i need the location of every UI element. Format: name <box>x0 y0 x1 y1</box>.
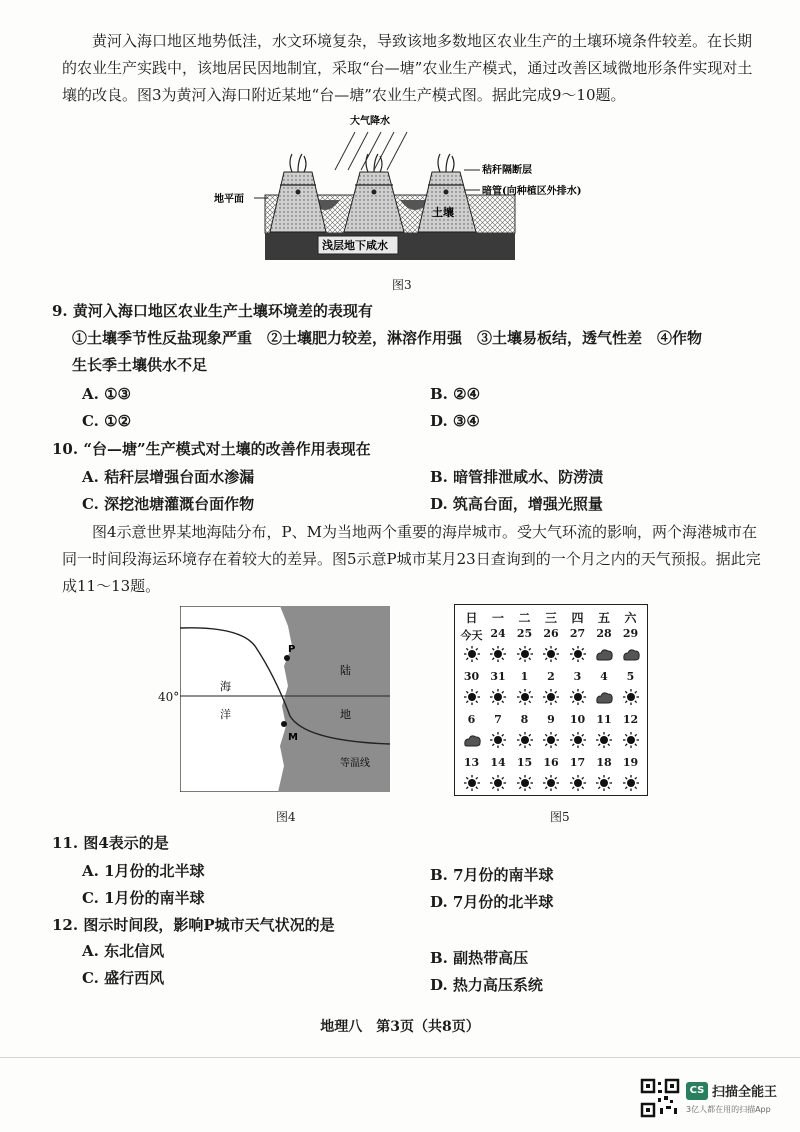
calendar-day: 3 <box>573 670 582 683</box>
q11-stem: 11. 图4表示的是 <box>52 834 169 852</box>
fig3-label-ground: 地平面 <box>214 194 244 205</box>
q12-option-d[interactable]: D. 热力高压系统 <box>430 976 543 994</box>
figure-3-caption: 图3 <box>392 278 412 292</box>
calendar-day: 5 <box>626 670 635 683</box>
fig3-label-groundwater: 浅层地下咸水 <box>322 239 388 252</box>
sun-icon <box>621 688 641 706</box>
q12-stem: 12. 图示时间段，影响P城市天气状况的是 <box>52 916 335 934</box>
calendar-day: 31 <box>490 670 506 683</box>
q9-stem: 9. 黄河入海口地区农业生产土壤环境差的表现有 <box>52 302 373 320</box>
calendar-day: 7 <box>494 713 502 726</box>
qr-code-icon <box>640 1078 680 1118</box>
calendar-day: 10 <box>569 713 586 726</box>
fig4-latitude-label: 40° <box>158 690 180 704</box>
q9-items-line2: 生长季土壤供水不足 <box>72 356 208 374</box>
calendar-day: 4 <box>600 670 608 683</box>
q12-option-c[interactable]: C. 盛行西风 <box>82 969 165 987</box>
sun-icon <box>488 774 508 792</box>
q10-stem: 10. “台—塘”生产模式对土壤的改善作用表现在 <box>52 440 371 458</box>
q9-option-d[interactable]: D. ③④ <box>430 412 480 430</box>
calendar-day: 26 <box>543 627 559 640</box>
fig4-land-label-1: 陆 <box>340 664 351 677</box>
calendar-day: 13 <box>463 756 480 769</box>
fig3-label-straw: 秸秆隔断层 <box>482 165 532 176</box>
q11-option-d[interactable]: D. 7月份的北半球 <box>430 893 554 911</box>
cloud-icon <box>594 645 614 663</box>
calendar-weekday: 一 <box>491 611 504 625</box>
q10-option-b[interactable]: B. 暗管排泄咸水、防涝渍 <box>430 468 604 486</box>
calendar-day: 18 <box>596 756 612 769</box>
calendar-day: 9 <box>547 713 555 726</box>
sun-icon <box>568 731 588 749</box>
scanner-brand: 扫描全能王 <box>712 1085 778 1100</box>
q10-option-a[interactable]: A. 秸秆层增强台面水渗漏 <box>82 468 255 486</box>
calendar-day: 11 <box>596 713 612 726</box>
calendar-day: 24 <box>490 627 506 640</box>
calendar-weekday: 日 <box>465 611 478 625</box>
q12-option-b[interactable]: B. 副热带高压 <box>430 949 529 967</box>
sun-icon <box>541 645 561 663</box>
figure-5-caption: 图5 <box>550 810 570 824</box>
calendar-weekday: 六 <box>624 611 637 625</box>
sun-icon <box>594 731 614 749</box>
fig4-sea-label-2: 洋 <box>220 708 231 721</box>
calendar-day: 2 <box>547 670 555 683</box>
sun-icon <box>488 731 508 749</box>
sun-icon <box>568 688 588 706</box>
calendar-day: 14 <box>490 756 506 769</box>
q11-option-a[interactable]: A. 1月份的北半球 <box>82 862 205 880</box>
sun-icon <box>488 688 508 706</box>
q9-option-b[interactable]: B. ②④ <box>430 385 481 403</box>
sun-icon <box>462 688 482 706</box>
sun-icon <box>515 774 535 792</box>
calendar-day: 27 <box>569 627 586 640</box>
sun-icon <box>568 774 588 792</box>
calendar-day: 今天 <box>460 629 483 642</box>
sun-icon <box>621 731 641 749</box>
fig3-label-pipe: 暗管(向种植区外排水) <box>482 186 582 197</box>
fig4-sea-label-1: 海 <box>220 680 231 693</box>
sun-icon <box>621 774 641 792</box>
sun-icon <box>462 645 482 663</box>
sun-icon <box>594 774 614 792</box>
calendar-weekday: 二 <box>518 611 531 625</box>
calendar-weekday: 四 <box>571 611 584 625</box>
calendar-day: 15 <box>516 756 533 769</box>
sun-icon <box>515 731 535 749</box>
page-footer: 地理八 第3页（共8页） <box>320 1019 480 1035</box>
scanner-watermark <box>640 1078 790 1122</box>
q11-option-b[interactable]: B. 7月份的南半球 <box>430 866 554 884</box>
calendar-day: 8 <box>520 713 529 726</box>
figure-5-calendar <box>454 604 648 796</box>
cloud-icon <box>462 731 482 749</box>
fig4-city-p: P <box>288 644 296 655</box>
cloud-icon <box>594 688 614 706</box>
calendar-day: 28 <box>596 627 612 640</box>
sun-icon <box>462 774 482 792</box>
figure-3-diagram <box>210 110 630 270</box>
q12-option-a[interactable]: A. 东北信风 <box>82 942 165 960</box>
calendar-day: 29 <box>622 627 639 640</box>
calendar-day: 1 <box>520 670 529 683</box>
calendar-day: 6 <box>467 713 476 726</box>
q9-option-c[interactable]: C. ①② <box>82 412 132 430</box>
fig4-city-m: M <box>288 732 298 743</box>
sun-icon <box>515 645 535 663</box>
divider <box>0 1057 800 1058</box>
sun-icon <box>488 645 508 663</box>
calendar-day: 19 <box>622 756 639 769</box>
fig4-isotherm-label: 等温线 <box>340 758 370 769</box>
intro-paragraph-2: 图4示意世界某地海陆分布，P、M为当地两个重要的海岸城市。受大气环流的影响，两个海港城市在同一时间段海运环境存在着较大的差异。图5示意P城市某月23日查询到的一个月之内的天气预报。据此完成11～13题。 <box>62 523 761 595</box>
calendar-day: 30 <box>463 670 480 683</box>
calendar-weekday: 五 <box>597 611 610 625</box>
q9-option-a[interactable]: A. ①③ <box>82 385 131 403</box>
fig4-land-label-2: 地 <box>340 708 351 721</box>
calendar-weekday: 三 <box>544 611 557 625</box>
fig3-label-soil: 土壤 <box>432 206 454 219</box>
sun-icon <box>541 774 561 792</box>
q9-items-line1: ①土壤季节性反盐现象严重 ②土壤肥力较差，淋溶作用强 ③土壤易板结，透气性差 ④作物 <box>72 329 703 347</box>
scanner-tagline: 3亿人都在用的扫描App <box>686 1105 771 1114</box>
calendar-day: 16 <box>543 756 559 769</box>
fig3-label-precip: 大气降水 <box>350 116 390 127</box>
calendar-day: 17 <box>569 756 586 769</box>
cloud-icon <box>621 645 641 663</box>
scanner-badge: CS <box>686 1082 708 1100</box>
calendar-day: 25 <box>516 627 533 640</box>
intro-paragraph: 黄河入海口地区地势低洼，水文环境复杂，导致该地多数地区农业生产的土壤环境条件较差。在长期的农业生产实践中，该地居民因地制宜，采取“台—塘”农业生产模式，通过改善区域微地形条件实现对土壤的改良。图3为黄河入海口附近某地“台—塘”农业生产模式图。据此完成9～10题。 <box>62 32 753 104</box>
sun-icon <box>541 731 561 749</box>
q10-option-d[interactable]: D. 筑高台面，增强光照量 <box>430 495 603 513</box>
figure-4-caption: 图4 <box>276 810 296 824</box>
sun-icon <box>515 688 535 706</box>
q11-option-c[interactable]: C. 1月份的南半球 <box>82 889 205 907</box>
figure-4-map <box>180 606 390 792</box>
q10-option-c[interactable]: C. 深挖池塘灌溉台面作物 <box>82 495 255 513</box>
sun-icon <box>568 645 588 663</box>
calendar-day: 12 <box>622 713 639 726</box>
sun-icon <box>541 688 561 706</box>
